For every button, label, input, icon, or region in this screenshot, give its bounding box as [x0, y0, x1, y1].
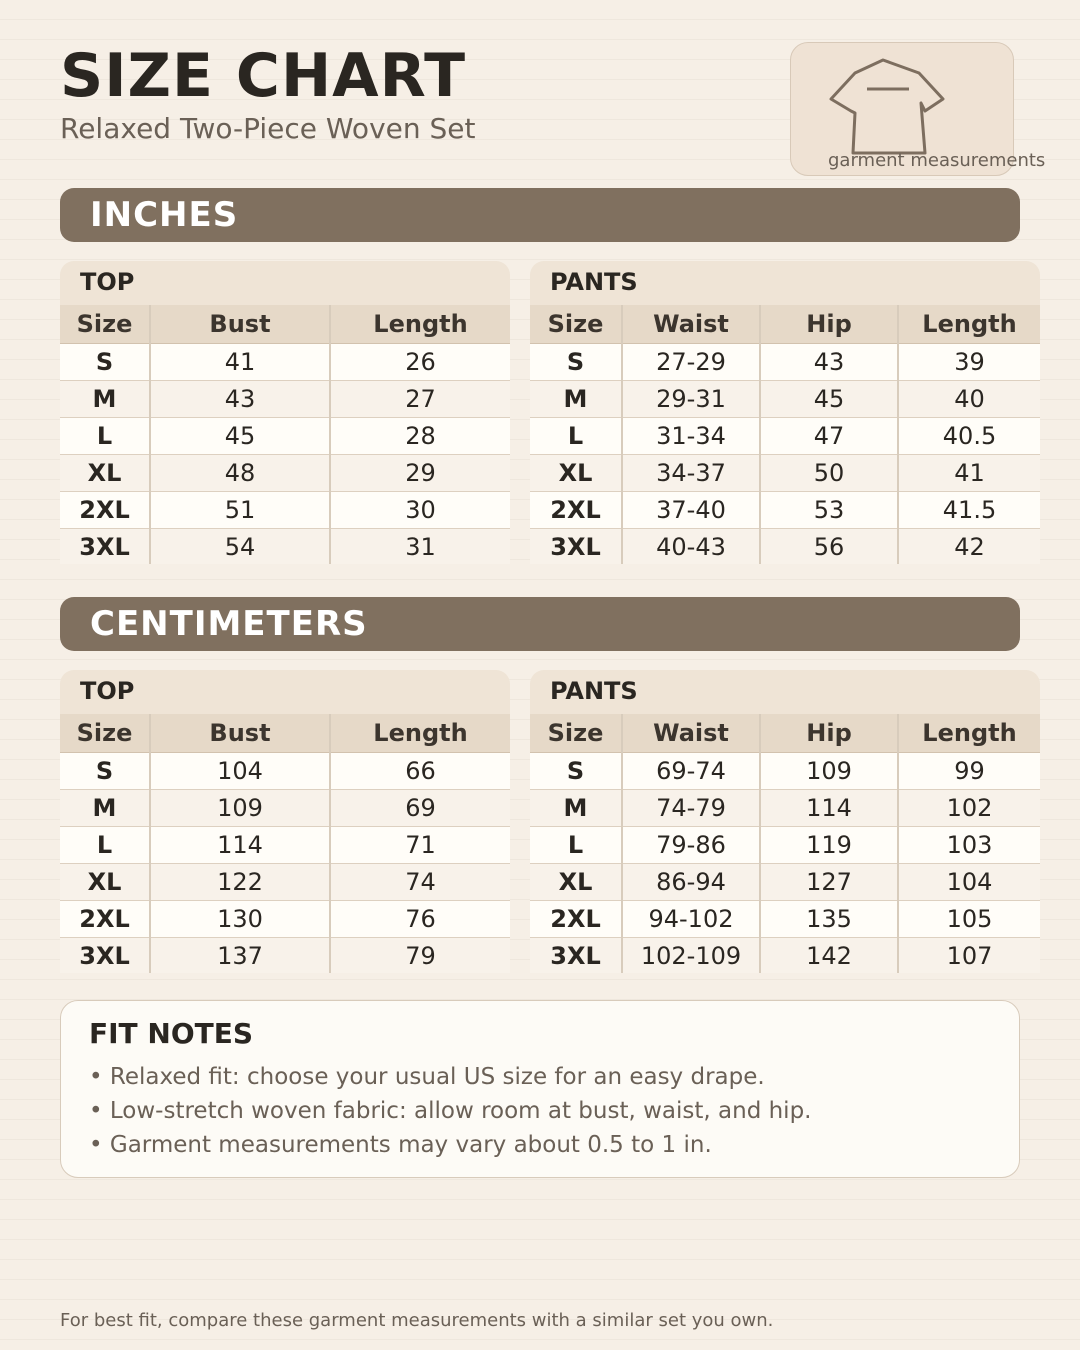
- length-cell: 29: [330, 455, 510, 492]
- inches-pants-card: [530, 261, 1040, 564]
- table-row: [530, 381, 1040, 418]
- waist-cell: 79-86: [622, 827, 760, 864]
- bust-cell: 104: [150, 753, 330, 790]
- waist-cell: 37-40: [622, 492, 760, 529]
- hip-cell: 45: [760, 381, 898, 418]
- size-cell: 3XL: [60, 938, 150, 974]
- column-header-size: Size: [530, 305, 622, 344]
- table-row: [60, 864, 510, 901]
- cm-pants-header-row: [530, 714, 1040, 753]
- hip-cell: 119: [760, 827, 898, 864]
- size-cell: S: [530, 753, 622, 790]
- table-row: [60, 753, 510, 790]
- table-row: [530, 827, 1040, 864]
- length-cell: 27: [330, 381, 510, 418]
- bust-cell: 109: [150, 790, 330, 827]
- length-cell: 41.5: [898, 492, 1040, 529]
- column-header-length: Length: [330, 714, 510, 753]
- bust-cell: 45: [150, 418, 330, 455]
- hip-cell: 135: [760, 901, 898, 938]
- length-cell: 71: [330, 827, 510, 864]
- length-cell: 30: [330, 492, 510, 529]
- cm-top-header-row: [60, 714, 510, 753]
- column-header-waist: Waist: [622, 714, 760, 753]
- length-cell: 105: [898, 901, 1040, 938]
- bust-cell: 41: [150, 344, 330, 381]
- centimeters-heading: CENTIMETERS: [90, 604, 368, 644]
- cm-top-title: TOP: [80, 677, 135, 705]
- table-row: [60, 381, 510, 418]
- tshirt-icon: [827, 49, 947, 157]
- bust-cell: 114: [150, 827, 330, 864]
- bust-cell: 51: [150, 492, 330, 529]
- table-row: [60, 455, 510, 492]
- column-header-length: Length: [898, 714, 1040, 753]
- length-cell: 76: [330, 901, 510, 938]
- column-header-hip: Hip: [760, 714, 898, 753]
- size-cell: L: [530, 827, 622, 864]
- length-cell: 102: [898, 790, 1040, 827]
- length-cell: 99: [898, 753, 1040, 790]
- size-cell: XL: [60, 864, 150, 901]
- page-subtitle: Relaxed Two-Piece Woven Set: [60, 112, 476, 145]
- size-cell: S: [530, 344, 622, 381]
- bust-cell: 122: [150, 864, 330, 901]
- length-cell: 39: [898, 344, 1040, 381]
- length-cell: 104: [898, 864, 1040, 901]
- cm-pants-title: PANTS: [550, 677, 638, 705]
- length-cell: 41: [898, 455, 1040, 492]
- size-cell: S: [60, 753, 150, 790]
- column-header-hip: Hip: [760, 305, 898, 344]
- column-header-length: Length: [898, 305, 1040, 344]
- size-cell: XL: [530, 455, 622, 492]
- size-cell: L: [60, 418, 150, 455]
- size-cell: 2XL: [530, 901, 622, 938]
- table-row: [60, 901, 510, 938]
- size-cell: L: [530, 418, 622, 455]
- table-row: [60, 344, 510, 381]
- icon-caption: garment measurements: [828, 150, 1046, 171]
- table-row: [530, 455, 1040, 492]
- inches-top-title: TOP: [80, 268, 135, 296]
- waist-cell: 86-94: [622, 864, 760, 901]
- length-cell: 103: [898, 827, 1040, 864]
- waist-cell: 74-79: [622, 790, 760, 827]
- waist-cell: 69-74: [622, 753, 760, 790]
- inches-heading: INCHES: [90, 195, 239, 235]
- length-cell: 66: [330, 753, 510, 790]
- hip-cell: 142: [760, 938, 898, 974]
- waist-cell: 34-37: [622, 455, 760, 492]
- fit-note-item: • Garment measurements may vary about 0.5 to 1 in.: [89, 1132, 712, 1158]
- hip-cell: 56: [760, 529, 898, 565]
- table-row: [60, 790, 510, 827]
- table-row: [60, 827, 510, 864]
- length-cell: 26: [330, 344, 510, 381]
- hip-cell: 53: [760, 492, 898, 529]
- bust-cell: 130: [150, 901, 330, 938]
- size-cell: L: [60, 827, 150, 864]
- table-row: [60, 418, 510, 455]
- page-title: SIZE CHART: [60, 41, 467, 111]
- hip-cell: 47: [760, 418, 898, 455]
- table-row: [530, 529, 1040, 565]
- table-row: [60, 529, 510, 565]
- size-cell: M: [60, 381, 150, 418]
- size-cell: XL: [60, 455, 150, 492]
- size-cell: M: [530, 381, 622, 418]
- length-cell: 79: [330, 938, 510, 974]
- inches-top-card: [60, 261, 510, 564]
- bust-cell: 54: [150, 529, 330, 565]
- waist-cell: 40-43: [622, 529, 760, 565]
- bust-cell: 43: [150, 381, 330, 418]
- size-cell: 2XL: [60, 492, 150, 529]
- inches-top-header-row: [60, 305, 510, 344]
- bust-cell: 137: [150, 938, 330, 974]
- cm-top-table: [60, 714, 510, 973]
- length-cell: 74: [330, 864, 510, 901]
- cm-pants-table: [530, 714, 1040, 973]
- hip-cell: 43: [760, 344, 898, 381]
- column-header-bust: Bust: [150, 305, 330, 344]
- length-cell: 69: [330, 790, 510, 827]
- column-header-length: Length: [330, 305, 510, 344]
- cm-top-card: [60, 670, 510, 973]
- size-cell: 3XL: [530, 938, 622, 974]
- inches-section-header: [60, 188, 1020, 242]
- size-cell: 2XL: [530, 492, 622, 529]
- fit-note-item: • Relaxed fit: choose your usual US size for an easy drape.: [89, 1064, 765, 1090]
- column-header-bust: Bust: [150, 714, 330, 753]
- size-cell: M: [530, 790, 622, 827]
- table-row: [530, 864, 1040, 901]
- length-cell: 28: [330, 418, 510, 455]
- cm-pants-card: [530, 670, 1040, 973]
- size-cell: S: [60, 344, 150, 381]
- hip-cell: 109: [760, 753, 898, 790]
- length-cell: 40.5: [898, 418, 1040, 455]
- size-cell: 2XL: [60, 901, 150, 938]
- column-header-waist: Waist: [622, 305, 760, 344]
- size-cell: 3XL: [530, 529, 622, 565]
- fit-notes-title: FIT NOTES: [89, 1017, 254, 1050]
- length-cell: 40: [898, 381, 1040, 418]
- table-row: [530, 790, 1040, 827]
- fit-notes-panel: [60, 1000, 1020, 1178]
- length-cell: 31: [330, 529, 510, 565]
- table-row: [530, 753, 1040, 790]
- hip-cell: 127: [760, 864, 898, 901]
- column-header-size: Size: [60, 714, 150, 753]
- hip-cell: 114: [760, 790, 898, 827]
- size-cell: M: [60, 790, 150, 827]
- centimeters-section-header: [60, 597, 1020, 651]
- waist-cell: 31-34: [622, 418, 760, 455]
- table-row: [530, 938, 1040, 974]
- fit-note-item: • Low-stretch woven fabric: allow room at bust, waist, and hip.: [89, 1098, 812, 1124]
- waist-cell: 27-29: [622, 344, 760, 381]
- column-header-size: Size: [530, 714, 622, 753]
- size-cell: XL: [530, 864, 622, 901]
- table-row: [530, 418, 1040, 455]
- waist-cell: 102-109: [622, 938, 760, 974]
- table-row: [530, 492, 1040, 529]
- table-row: [60, 492, 510, 529]
- inches-top-table: [60, 305, 510, 564]
- length-cell: 107: [898, 938, 1040, 974]
- size-cell: 3XL: [60, 529, 150, 565]
- inches-pants-title: PANTS: [550, 268, 638, 296]
- waist-cell: 29-31: [622, 381, 760, 418]
- column-header-size: Size: [60, 305, 150, 344]
- table-row: [60, 938, 510, 974]
- inches-pants-table: [530, 305, 1040, 564]
- footer-note: For best fit, compare these garment measurements with a similar set you own.: [60, 1310, 774, 1331]
- table-row: [530, 344, 1040, 381]
- length-cell: 42: [898, 529, 1040, 565]
- waist-cell: 94-102: [622, 901, 760, 938]
- bust-cell: 48: [150, 455, 330, 492]
- table-row: [530, 901, 1040, 938]
- inches-pants-header-row: [530, 305, 1040, 344]
- hip-cell: 50: [760, 455, 898, 492]
